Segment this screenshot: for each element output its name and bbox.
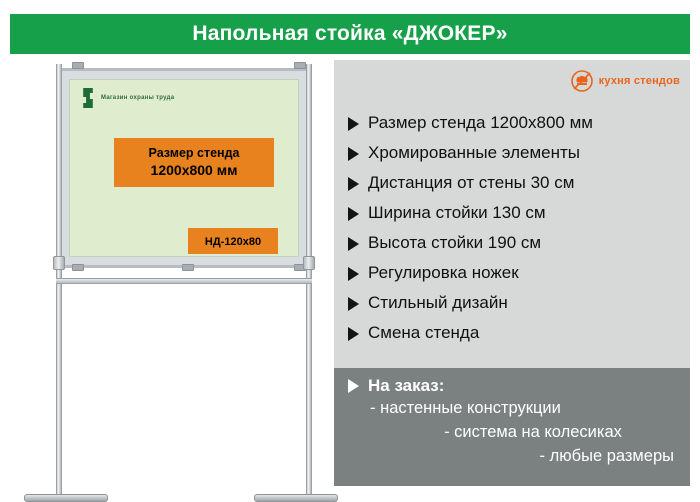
- triangle-right-icon: [348, 267, 359, 281]
- stand-joint-left: [53, 256, 65, 270]
- feature-label: Регулировка ножек: [368, 263, 519, 282]
- frame-clamp-icon: [294, 62, 306, 69]
- size-plate-line1: Размер стенда: [148, 146, 240, 160]
- triangle-right-icon: [348, 207, 359, 221]
- feature-label: Высота стойки 190 см: [368, 233, 542, 252]
- feature-label: Ширина стойки 130 см: [368, 203, 546, 222]
- stand-board-face: [69, 79, 299, 257]
- frame-clamp-icon: [72, 264, 84, 271]
- order-title: На заказ:: [368, 376, 445, 395]
- code-plate-label: НД-120x80: [204, 236, 262, 248]
- chef-hat-icon: [571, 70, 593, 92]
- triangle-right-icon: [348, 379, 359, 393]
- board-logo: [80, 88, 174, 108]
- triangle-right-icon: [348, 117, 359, 131]
- feature-label: Размер стенда 1200x800 мм: [368, 113, 593, 132]
- stand-foot-right: [254, 494, 338, 502]
- stand-foot-left: [24, 494, 108, 502]
- frame-clamp-icon: [72, 62, 84, 69]
- feature-label: Хромированные элементы: [368, 143, 581, 162]
- feature-item: [348, 142, 682, 163]
- order-panel: [334, 368, 690, 486]
- order-heading: [348, 376, 678, 396]
- feature-item: [348, 322, 682, 343]
- triangle-right-icon: [348, 327, 359, 341]
- company-logo-icon: [80, 88, 96, 108]
- brand-block: [571, 70, 680, 92]
- triangle-right-icon: [348, 147, 359, 161]
- feature-item: [348, 172, 682, 193]
- features-list: [348, 112, 682, 352]
- brand-label: кухня стендов: [598, 75, 680, 87]
- page-title-bar: [10, 14, 690, 54]
- feature-label: Смена стенда: [368, 323, 480, 342]
- stand-joint-right: [303, 256, 315, 270]
- triangle-right-icon: [348, 297, 359, 311]
- feature-item: [348, 202, 682, 223]
- feature-item: [348, 262, 682, 283]
- frame-clamp-icon: [182, 264, 194, 271]
- code-plate: [188, 228, 278, 254]
- stand-crossbar: [56, 278, 312, 284]
- feature-item: [348, 112, 682, 133]
- feature-label: Стильный дизайн: [368, 293, 508, 312]
- order-line: - любые размеры: [539, 447, 674, 465]
- product-illustration: [10, 60, 328, 486]
- triangle-right-icon: [348, 177, 359, 191]
- company-logo-label: Магазин охраны труда: [101, 95, 175, 101]
- size-plate: [114, 138, 274, 187]
- page-title: Напольная стойка «ДЖОКЕР»: [192, 22, 508, 45]
- order-line: - настенные конструкции: [370, 399, 561, 417]
- order-line: - система на колесиках: [444, 423, 622, 441]
- size-plate-line2: 1200x800 мм: [150, 162, 238, 178]
- feature-item: [348, 292, 682, 313]
- triangle-right-icon: [348, 237, 359, 251]
- feature-item: [348, 232, 682, 253]
- stand-board: [58, 68, 310, 268]
- feature-label: Дистанция от стены 30 см: [368, 173, 575, 192]
